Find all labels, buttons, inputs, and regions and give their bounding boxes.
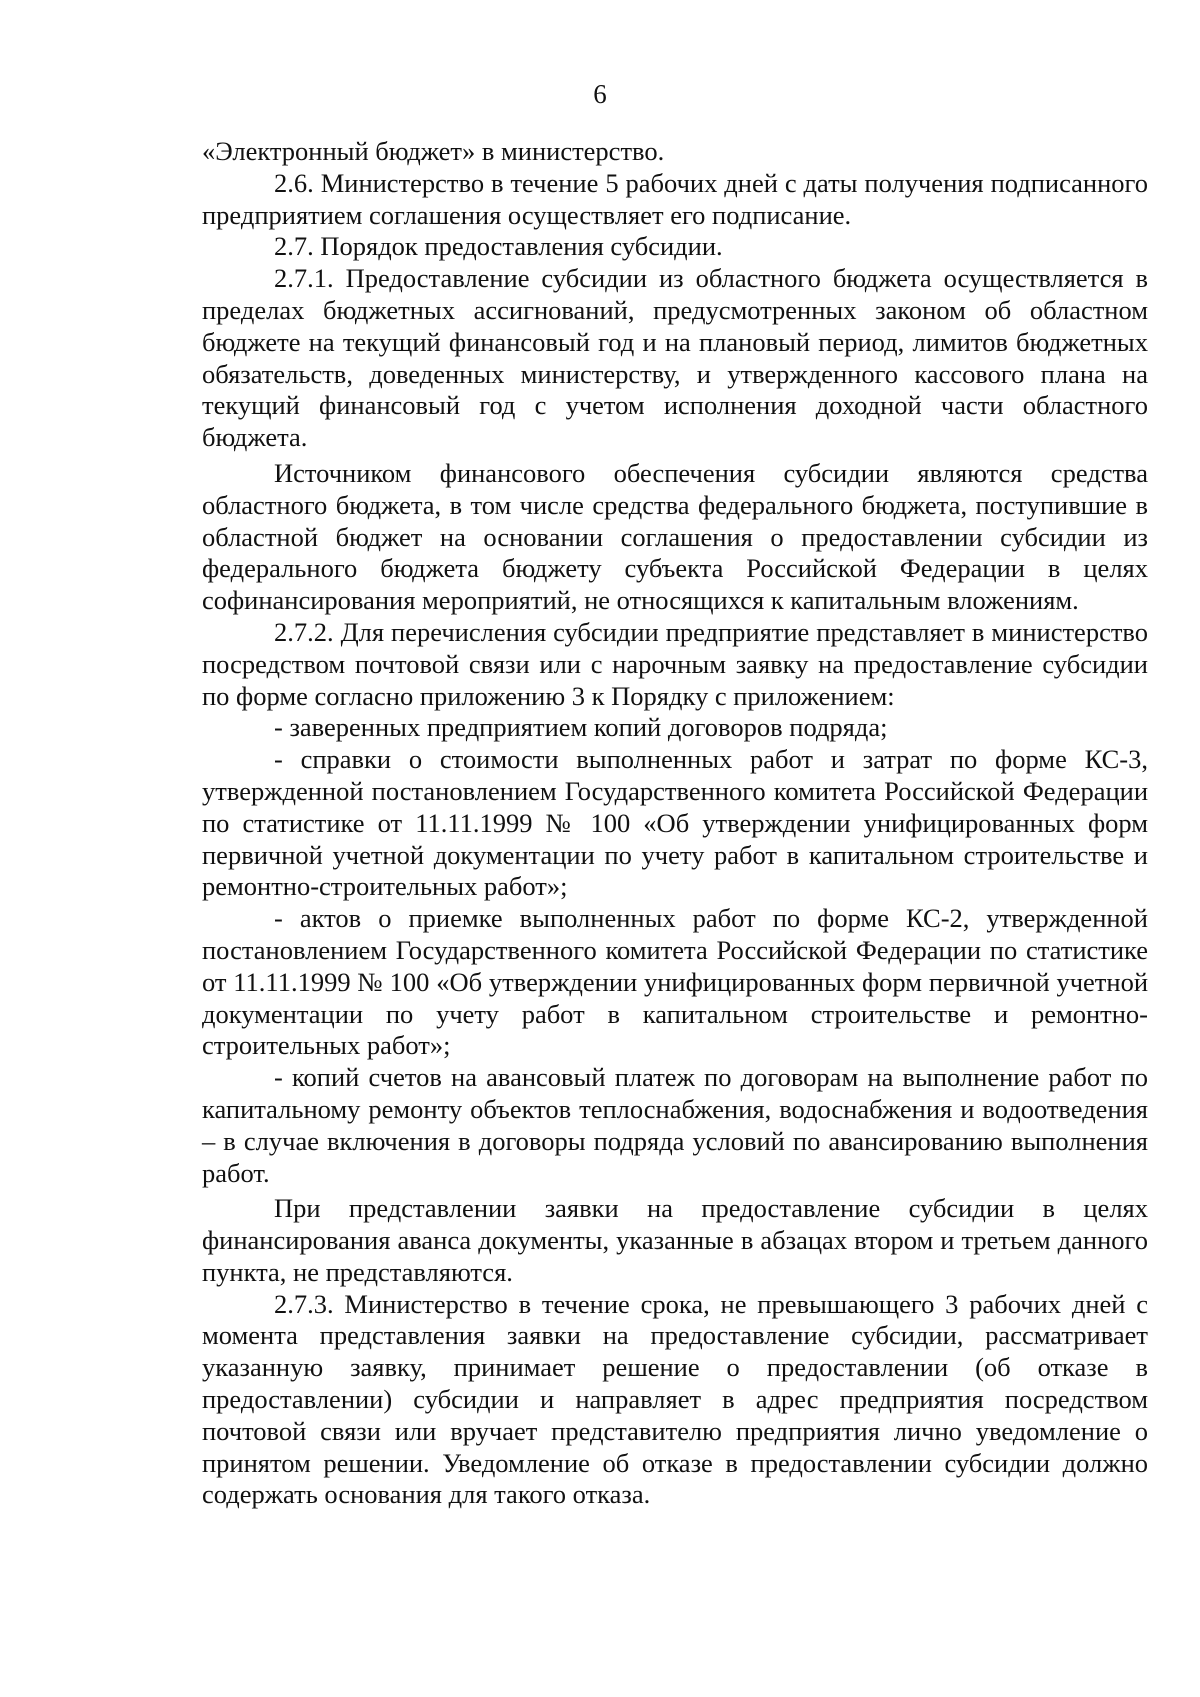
paragraph-continuation: «Электронный бюджет» в министерство. — [202, 136, 665, 166]
paragraph-funding-source: Источником финансового обеспечения субсидии являются средства областного бюджета, в том числе средства федерального бюджета, поступившие в областной бюджет на основании соглашения о предоставлении субсидии из федерального бюджета бюджету субъекта Российской Федерации в целях софинансирования мероприятий, не относящихся к капитальным вложениям. — [202, 457, 1148, 616]
paragraph-2-6: 2.6. Министерство в течение 5 рабочих дней с даты получения подписанного предприятием соглашения осуществляет его подписание. — [202, 167, 1148, 230]
paragraph-2-7-1: 2.7.1. Предоставление субсидии из областного бюджета осуществляется в пределах бюджетных ассигнований, предусмотренных законом об областном бюджете на текущий финансовый год и на плановый период, лимитов бюджетных обязательств, доведенных министерству, и утвержденного кассового плана на текущий финансовый год с учетом исполнения доходной части областного бюджета. — [202, 263, 1148, 453]
list-item-contracts: - заверенных предприятием копий договоров подряда; — [274, 712, 888, 743]
document-body — [202, 136, 1148, 1511]
paragraph-2-7-2: 2.7.2. Для перечисления субсидии предприятие представляет в министерство посредством почтовой связи или с нарочным заявку на предоставление субсидии по форме согласно приложению 3 к Порядку с приложением: — [202, 616, 1148, 711]
page-number: 6 — [593, 79, 607, 109]
list-item-ks2: - актов о приемке выполненных работ по форме КС-2, утвержденной постановлением Государственного комитета Российской Федерации по статистике от 11.11.1999 № 100 «Об утверждении унифицированных форм первичной учетной документации по учету работ в капитальном строительстве и ремонтно-строительных работ»; — [202, 903, 1148, 1061]
list-item-invoices: - копий счетов на авансовый платеж по договорам на выполнение работ по капитальному ремонту объектов теплоснабжения, водоснабжения и водоотведения – в случае включения в договоры подряда условий по авансированию выполнения работ. — [202, 1062, 1148, 1188]
paragraph-2-7-heading: 2.7. Порядок предоставления субсидии. — [274, 231, 723, 262]
paragraph-advance-note: При представлении заявки на предоставление субсидии в целях финансирования аванса документы, указанные в абзацах втором и третьем данного пункта, не представляются. — [202, 1193, 1148, 1287]
list-item-ks3: - справки о стоимости выполненных работ и затрат по форме КС-3, утвержденной постановлением Государственного комитета Российской Федерации по статистике от 11.11.1999 № 100 «Об утверждении унифицированных форм первичной учетной документации по учету работ в капитальном строительстве и ремонтно-строительных работ»; — [202, 744, 1148, 902]
paragraph-2-7-3: 2.7.3. Министерство в течение срока, не превышающего 3 рабочих дней с момента представления заявки на предоставление субсидии, рассматривает указанную заявку, принимает решение о предоставлении (об отказе в предоставлении) субсидии и направляет в адрес предприятия посредством почтовой связи или вручает представителю предприятия лично уведомление о принятом решении. Уведомление об отказе в предоставлении субсидии должно содержать основания для такого отказа. — [202, 1288, 1148, 1510]
